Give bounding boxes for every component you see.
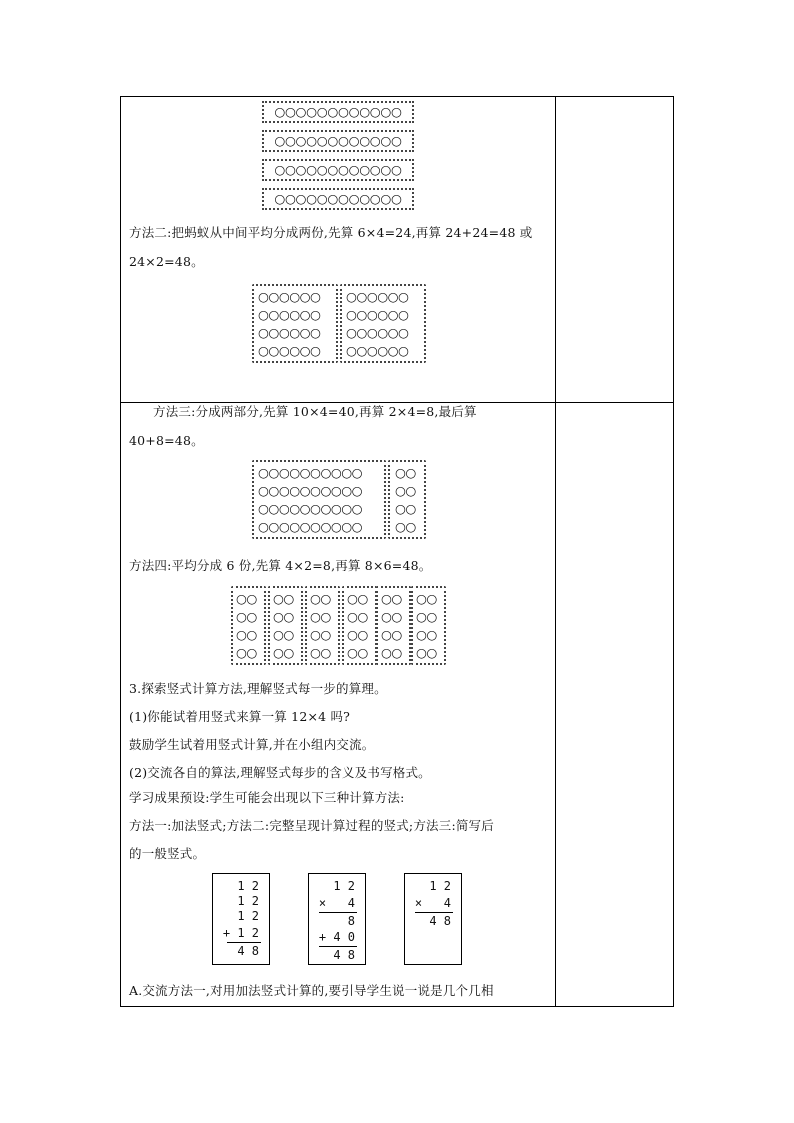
column-divider [555,97,556,1006]
calc-line: 1 2 [237,909,259,923]
circle-row: ○○○○○○ [258,289,321,304]
circle-row: ○○ [310,627,331,642]
ant-row-strip: ○○○○○○○○○○○○ [262,101,414,123]
circle-row: ○○ [310,645,331,660]
circle-row: ○○○○○○ [258,325,321,340]
method4-group [342,586,377,665]
section3-question1-note: 鼓励学生试着用竖式计算,并在小组内交流。 [129,737,375,752]
method4-group [305,586,340,665]
circle-row: ○○ [273,627,294,642]
calc-result: 4 8 [237,944,259,958]
circle-row: ○○ [236,627,257,642]
circle-row: ○○ [273,645,294,660]
ant-row-strip: ○○○○○○○○○○○○ [262,130,414,152]
circle-row: ○○ [273,591,294,606]
section3-methods-line2: 的一般竖式。 [129,846,206,861]
method4-group [231,586,266,665]
circle-row: ○○○○○○○○○○ [258,483,363,498]
section3-methods-line1: 方法一:加法竖式;方法二:完整呈现计算过程的竖式;方法三:简写后 [129,818,494,833]
method2-text-line2: 24×2=48。 [129,254,204,269]
circle-row: ○○○○○○ [258,307,321,322]
calc-line: + 1 2 [222,926,259,940]
calc-rule [319,946,357,947]
method3-group-big [252,460,386,539]
circle-row: ○○ [381,591,402,606]
circle-row: ○○ [347,591,368,606]
circle-row: ○○ [236,645,257,660]
short-vertical-calc [404,873,462,965]
method2-text-line1: 方法二:把蚂蚁从中间平均分成两份,先算 6×4=24,再算 24+24=48 或 [129,225,533,240]
circle-row: ○○ [273,609,294,624]
calc-rule [319,912,357,913]
calc-rule [415,912,453,913]
circle-row: ○○ [395,465,416,480]
circle-row: ○○○○○○ [258,343,321,358]
circle-row: ○○ [310,609,331,624]
calc-rule [227,942,261,943]
ant-row-strip: ○○○○○○○○○○○○ [262,159,414,181]
circle-row: ○○ [347,627,368,642]
calc-line: 1 2 [429,879,451,893]
circle-row: ○○○○○○○○○○ [258,519,363,534]
method2-group-left [252,284,338,363]
calc-line: 1 2 [237,894,259,908]
circle-row: ○○○○○○○○○○ [258,465,363,480]
section3-title: 3.探索竖式计算方法,理解竖式每一步的算理。 [129,681,387,696]
calc-line: 1 2 [237,879,259,893]
circle-row: ○○ [236,609,257,624]
section3-closing: A.交流方法一,对用加法竖式计算的,要引导学生说一说是几个几相 [129,983,494,998]
circle-row: ○○○○○○ [346,307,409,322]
circle-row: ○○ [395,519,416,534]
circle-row: ○○ [416,609,437,624]
calc-line: × 4 [318,896,355,910]
circle-row: ○○ [381,627,402,642]
section3-question1: (1)你能试着用竖式来算一算 12×4 吗? [129,709,351,724]
full-vertical-calc [308,873,366,965]
section3-question2: (2)交流各自的算法,理解竖式每步的含义及书写格式。 [129,765,431,780]
circle-row: ○○ [416,591,437,606]
circle-row: ○○ [416,627,437,642]
addition-vertical-calc [212,873,270,965]
method4-group [268,586,303,665]
circle-row: ○○○○○○○○○○ [258,501,363,516]
method2-group-right [340,284,426,363]
calc-line: 8 [347,914,355,928]
method3-text-line2: 40+8=48。 [129,433,204,448]
circle-row: ○○ [416,645,437,660]
circle-row: ○○○○○○ [346,343,409,358]
circle-row: ○○○○○○ [346,325,409,340]
method4-group [376,586,411,665]
circle-row: ○○ [310,591,331,606]
circle-row: ○○ [395,501,416,516]
circle-row: ○○ [381,609,402,624]
calc-line: 1 2 [333,879,355,893]
circle-row: ○○ [381,645,402,660]
row-divider [121,402,673,403]
method3-text-line1: 方法三:分成两部分,先算 10×4=40,再算 2×4=8,最后算 [153,404,477,419]
ant-row-strip: ○○○○○○○○○○○○ [262,188,414,210]
section3-preset: 学习成果预设:学生可能会出现以下三种计算方法: [129,790,405,805]
circle-row: ○○ [347,645,368,660]
method4-group [411,586,446,665]
method3-group-small [388,460,426,539]
calc-line: + 4 0 [318,930,355,944]
calc-result: 4 8 [333,948,355,962]
method4-text: 方法四:平均分成 6 份,先算 4×2=8,再算 8×6=48。 [129,558,432,573]
circle-row: ○○ [236,591,257,606]
circle-row: ○○○○○○ [346,289,409,304]
circle-row: ○○ [347,609,368,624]
circle-row: ○○ [395,483,416,498]
calc-line: × 4 [414,896,451,910]
calc-result: 4 8 [429,914,451,928]
